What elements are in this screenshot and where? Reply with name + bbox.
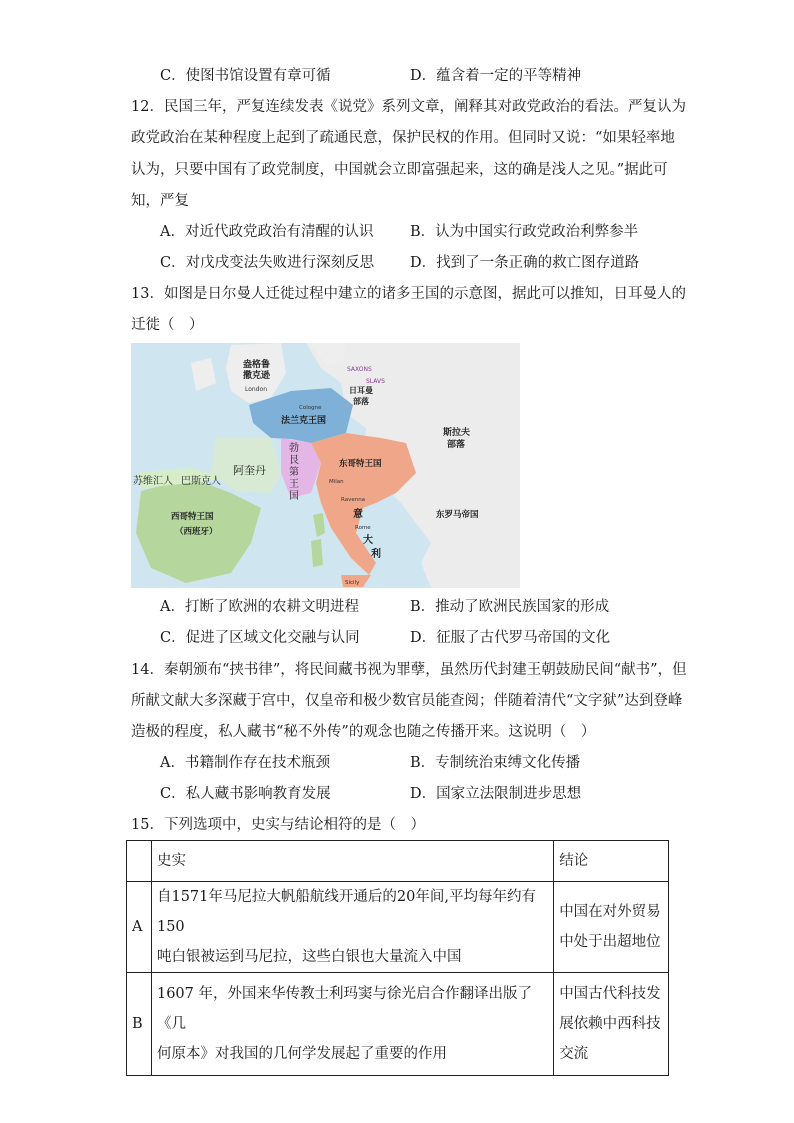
map-label-sicily: Sicily (345, 580, 360, 586)
q14-stem-line1: 14．秦朝颁布“挟书律”，将民间藏书视为罪孽，虽然历代封建王朝鼓励民间“献书”，但 (131, 662, 687, 678)
map-label-london: London (245, 386, 267, 393)
q13-stem-line1: 13．如图是日尔曼人迁徙过程中建立的诸多王国的示意图，据此可以推知，日耳曼人的 (131, 286, 686, 302)
q15-table (126, 840, 669, 1076)
row-b-fact-line2: 何原本》对我国的几何学发展起了重要的作用 (156, 1046, 447, 1062)
map-label-aquitaine: 阿奎丹 (233, 464, 266, 477)
q15-stem: 15．下列选项中，史实与结论相符的是（ ） (131, 817, 425, 833)
row-a-fact-line1: 自1571年马尼拉大帆船航线开通后的20年间,平均每年约有150 (156, 889, 536, 935)
row-a-fact-line2: 吨白银被运到马尼拉，这些白银也大量流入中国 (156, 949, 462, 965)
map-label-frankish: 法兰克王国 (281, 416, 327, 426)
map-label-sueves: 苏维汇人 (133, 476, 173, 487)
row-a-conclusion-line2: 中处于出超地位 (559, 934, 661, 950)
q14-stem-line3: 造极的程度，私人藏书“秘不外传”的观念也随之传播开来。这说明（ ） (131, 724, 596, 740)
map-label-burgundy-3: 第 (289, 467, 299, 478)
row-b-fact-line1: 1607 年，外国来华传教士利玛窦与徐光启合作翻译出版了《几 (156, 986, 532, 1032)
q14-stem-line2: 所献文献大多深藏于宫中，仅皇帝和极少数官员能查阅；伴随着清代“文字狱”达到登峰 (131, 693, 683, 709)
row-a-conclusion-line1: 中国在对外贸易 (559, 904, 661, 920)
q13-option-c: C．促进了区域文化交融与认同 (160, 630, 360, 646)
map-label-eastern-rome: 东罗马帝国 (436, 510, 479, 520)
map-label-rome: Rome (355, 525, 371, 531)
map-label-burgundy-1: 勃 (289, 443, 299, 454)
row-a-label: A (127, 882, 152, 973)
q14-option-d: D．国家立法限制进步思想 (410, 786, 582, 802)
map-label-slavs: SLAVS (366, 378, 385, 385)
table-header-row (127, 841, 669, 882)
q11-option-c: C．使图书馆设置有章可循 (160, 68, 331, 84)
map-label-ravenna: Ravenna (341, 497, 366, 503)
map-label-ostrogothic: 东哥特王国 (339, 459, 382, 469)
q12-stem-line4: 知，严复 (131, 193, 189, 209)
map-label-italy-2: 大 (363, 535, 373, 546)
q13-option-a: A．打断了欧洲的农耕文明进程 (160, 599, 359, 615)
map-label-burgundy-4: 王 (289, 479, 299, 490)
q12-stem-line2: 政党政治在某种程度上起到了疏通民意，保护民权的作用。但同时又说：“如果轻率地 (131, 130, 675, 146)
q14-option-a: A．书籍制作存在技术瓶颈 (160, 755, 330, 771)
map-label-slav-1: 斯拉夫 (443, 428, 471, 438)
map-label-burgundy-2: 艮 (289, 455, 299, 466)
map-label-slav-2: 部落 (447, 440, 466, 450)
q11-option-d: D．蕴含着一定的平等精神 (410, 68, 582, 84)
map-label-italy-1: 意 (353, 509, 363, 520)
q13-stem-line2: 迁徙（ ） (131, 317, 204, 333)
q12-option-d: D．找到了一条正确的救亡图存道路 (410, 255, 640, 271)
row-b-label: B (127, 973, 152, 1076)
table-row (127, 882, 669, 973)
map-label-visigothic-1: 西哥特王国 (171, 512, 214, 522)
q12-stem-line1: 12．民国三年，严复连续发表《说党》系列文章，阐释其对政党政治的看法。严复认为 (131, 99, 686, 115)
map-label-anglo-saxon: 盎格鲁 (243, 360, 271, 370)
map-label-italy-3: 利 (371, 549, 381, 560)
map-label-cologne: Cologne (299, 405, 322, 411)
q14-option-b: B．专制统治束缚文化传播 (410, 755, 581, 771)
map-label-saxons: SAXONS (347, 366, 372, 373)
q12-option-b: B．认为中国实行政党政治利弊参半 (410, 224, 639, 240)
table-row (127, 973, 669, 1076)
q12-option-a: A．对近代政党政治有清醒的认识 (160, 224, 374, 240)
q12-option-c: C．对戊戌变法失败进行深刻反思 (160, 255, 375, 271)
row-b-fact (151, 973, 553, 1076)
map-label-burgundy-5: 国 (289, 491, 299, 502)
table-header-fact: 史实 (151, 841, 553, 882)
row-a-fact (151, 882, 553, 973)
row-b-conclusion-line1: 中国古代科技发 (559, 986, 661, 1002)
map-label-germanic-2: 部落 (353, 397, 369, 406)
germanic-kingdoms-map (131, 343, 520, 588)
q13-option-d: D．征服了古代罗马帝国的文化 (410, 630, 611, 646)
table-header-blank (127, 841, 152, 882)
map-label-anglo-saxon-2: 撒克逊 (243, 371, 271, 381)
map-label-germanic-1: 日耳曼 (349, 386, 373, 395)
map-label-milan: Milan (329, 479, 344, 485)
map-label-visigothic-2: （西班牙） (175, 527, 218, 537)
q13-option-b: B．推动了欧洲民族国家的形成 (410, 599, 610, 615)
row-b-conclusion-line3: 交流 (559, 1046, 589, 1062)
row-b-conclusion-line2: 展依赖中西科技 (559, 1016, 661, 1032)
row-a-conclusion (554, 882, 669, 973)
q14-option-c: C．私人藏书影响教育发展 (160, 786, 331, 802)
q12-stem-line3: 认为，只要中国有了政党制度，中国就会立即富强起来，这的确是浅人之见。”据此可 (131, 162, 668, 178)
map-label-basques: 巴斯克人 (181, 476, 221, 487)
row-b-conclusion (554, 973, 669, 1076)
table-header-conclusion: 结论 (554, 841, 669, 882)
